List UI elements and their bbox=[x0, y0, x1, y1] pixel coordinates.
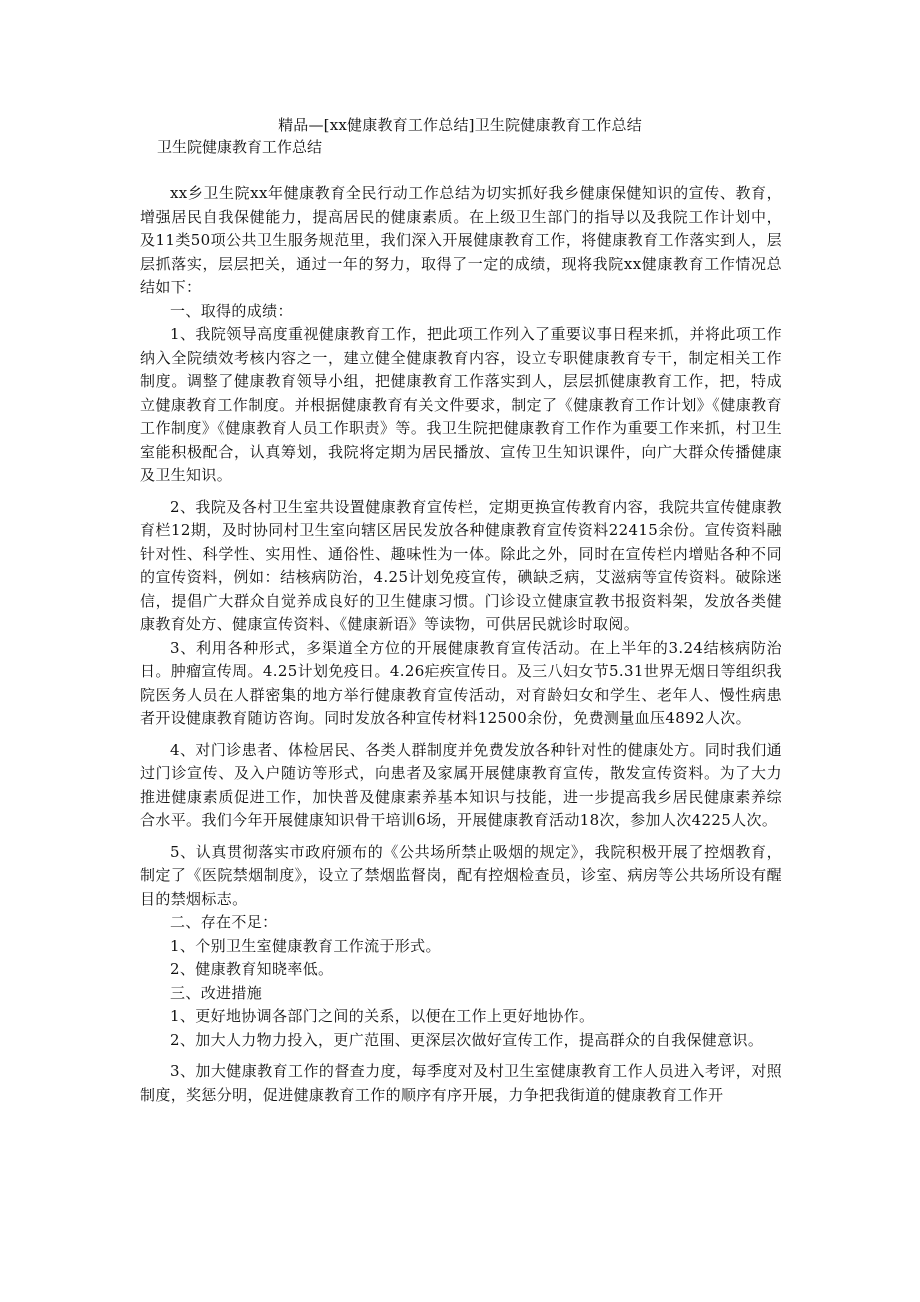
section-heading-improvements: 三、改进措施 bbox=[170, 983, 263, 1002]
document-subtitle: 卫生院健康教育工作总结 bbox=[157, 138, 323, 156]
paragraph-shortcoming-1: 1、个别卫生室健康教育工作流于形式。 bbox=[170, 936, 441, 955]
section-heading-achievements: 一、取得的成绩： bbox=[170, 301, 293, 320]
paragraph-achievement-1: 1、我院领导高度重视健康教育工作，把此项工作列入了重要议事日程来抓，并将此项工作纳入全院绩效考核内容之一，建立健全健康教育内容，设立专职健康教育专干，制定相关工作制度。调整了健康教育领导小组，把健康教育工作落实到人，层层抓健康教育工作，把，特成立健康教育工作制度。并根据健康教育有关文件要求，制定了《健康教育工作计划》《健康教育工作制度》《健康教育人员工作职责》等。我卫生院把健康教育工作作为重要工作来抓，村卫生室能积极配合，认真筹划，我院将定期为居民播放、宣传卫生知识课件，向广大群众传播健康及卫生知识。 bbox=[140, 325, 782, 484]
paragraph-improvement-2: 2、加大人力物力投入，更广范围、更深层次做好宣传工作，提高群众的自我保健意识。 bbox=[170, 1030, 764, 1049]
paragraph-achievement-5: 5、认真贯彻落实市政府颁布的《公共场所禁止吸烟的规定》，我院积极开展了控烟教育，制定了《医院禁烟制度》，设立了禁烟监督岗，配有控烟检查员，诊室、病房等公共场所设有醒目的禁烟标志。 bbox=[140, 842, 782, 908]
document-title: 精品—[xx健康教育工作总结]卫生院健康教育工作总结 bbox=[278, 116, 642, 134]
paragraph-achievement-3: 3、利用各种形式，多渠道全方位的开展健康教育宣传活动。在上半年的3.24结核病防治日。肿瘤宣传周。4.25计划免疫日。4.26疟疾宣传日。及三八妇女节5.31世界无烟日等组织我院医务人员在人群密集的地方举行健康教育宣传活动，对育龄妇女和学生、老年人、慢性病患者开设健康教育随访咨询。同时发放各种宣传材料12500余份，免费测量血压4892人次。 bbox=[140, 638, 782, 727]
paragraph-achievement-2: 2、我院及各村卫生室共设置健康教育宣传栏，定期更换宣传教育内容，我院共宣传健康教育栏12期，及时协同村卫生室向辖区居民发放各种健康教育宣传资料22415余份。宣传资料融针对性、科学性、实用性、通俗性、趣味性为一体。除此之外，同时在宣传栏内增贴各种不同的宣传资料，例如：结核病防治，4.25计划免疫宣传，碘缺乏病，艾滋病等宣传资料。破除迷信，提倡广大群众自觉养成良好的卫生健康习惯。门诊设立健康宣教书报资料架，发放各类健康教育处方、健康宣传资料、《健康新语》等读物，可供居民就诊时取阅。 bbox=[140, 497, 782, 633]
paragraph-achievement-4: 4、对门诊患者、体检居民、各类人群制度并免费发放各种针对性的健康处方。同时我们通过门诊宣传、及入户随访等形式，向患者及家属开展健康教育宣传，散发宣传资料。为了大力推进健康素质促进工作，加快普及健康素养基本知识与技能，进一步提高我乡居民健康素养综合水平。我们今年开展健康知识骨干培训6场，开展健康教育活动18次，参加人次4225人次。 bbox=[140, 740, 782, 829]
paragraph-improvement-3: 3、加大健康教育工作的督查力度，每季度对及村卫生室健康教育工作人员进入考评，对照制度，奖惩分明，促进健康教育工作的顺序有序开展，力争把我街道的健康教育工作开 bbox=[140, 1062, 782, 1104]
paragraph-improvement-1: 1、更好地协调各部门之间的关系，以便在工作上更好地协作。 bbox=[170, 1007, 595, 1025]
paragraph-intro: xx乡卫生院xx年健康教育全民行动工作总结为切实抓好我乡健康保健知识的宣传、教育，增强居民自我保健能力，提高居民的健康素质。在上级卫生部门的指导以及我院工作计划中，及11类50项公共卫生服务规范里，我们深入开展健康教育工作，将健康教育工作落实到人，层层抓落实，层层把关，通过一年的努力，取得了一定的成绩，现将我院xx健康教育工作情况总结如下： bbox=[140, 184, 782, 296]
document-body bbox=[140, 182, 782, 1107]
paragraph-shortcoming-2: 2、健康教育知晓率低。 bbox=[170, 960, 334, 978]
section-heading-shortcomings: 二、存在不足： bbox=[170, 913, 278, 931]
